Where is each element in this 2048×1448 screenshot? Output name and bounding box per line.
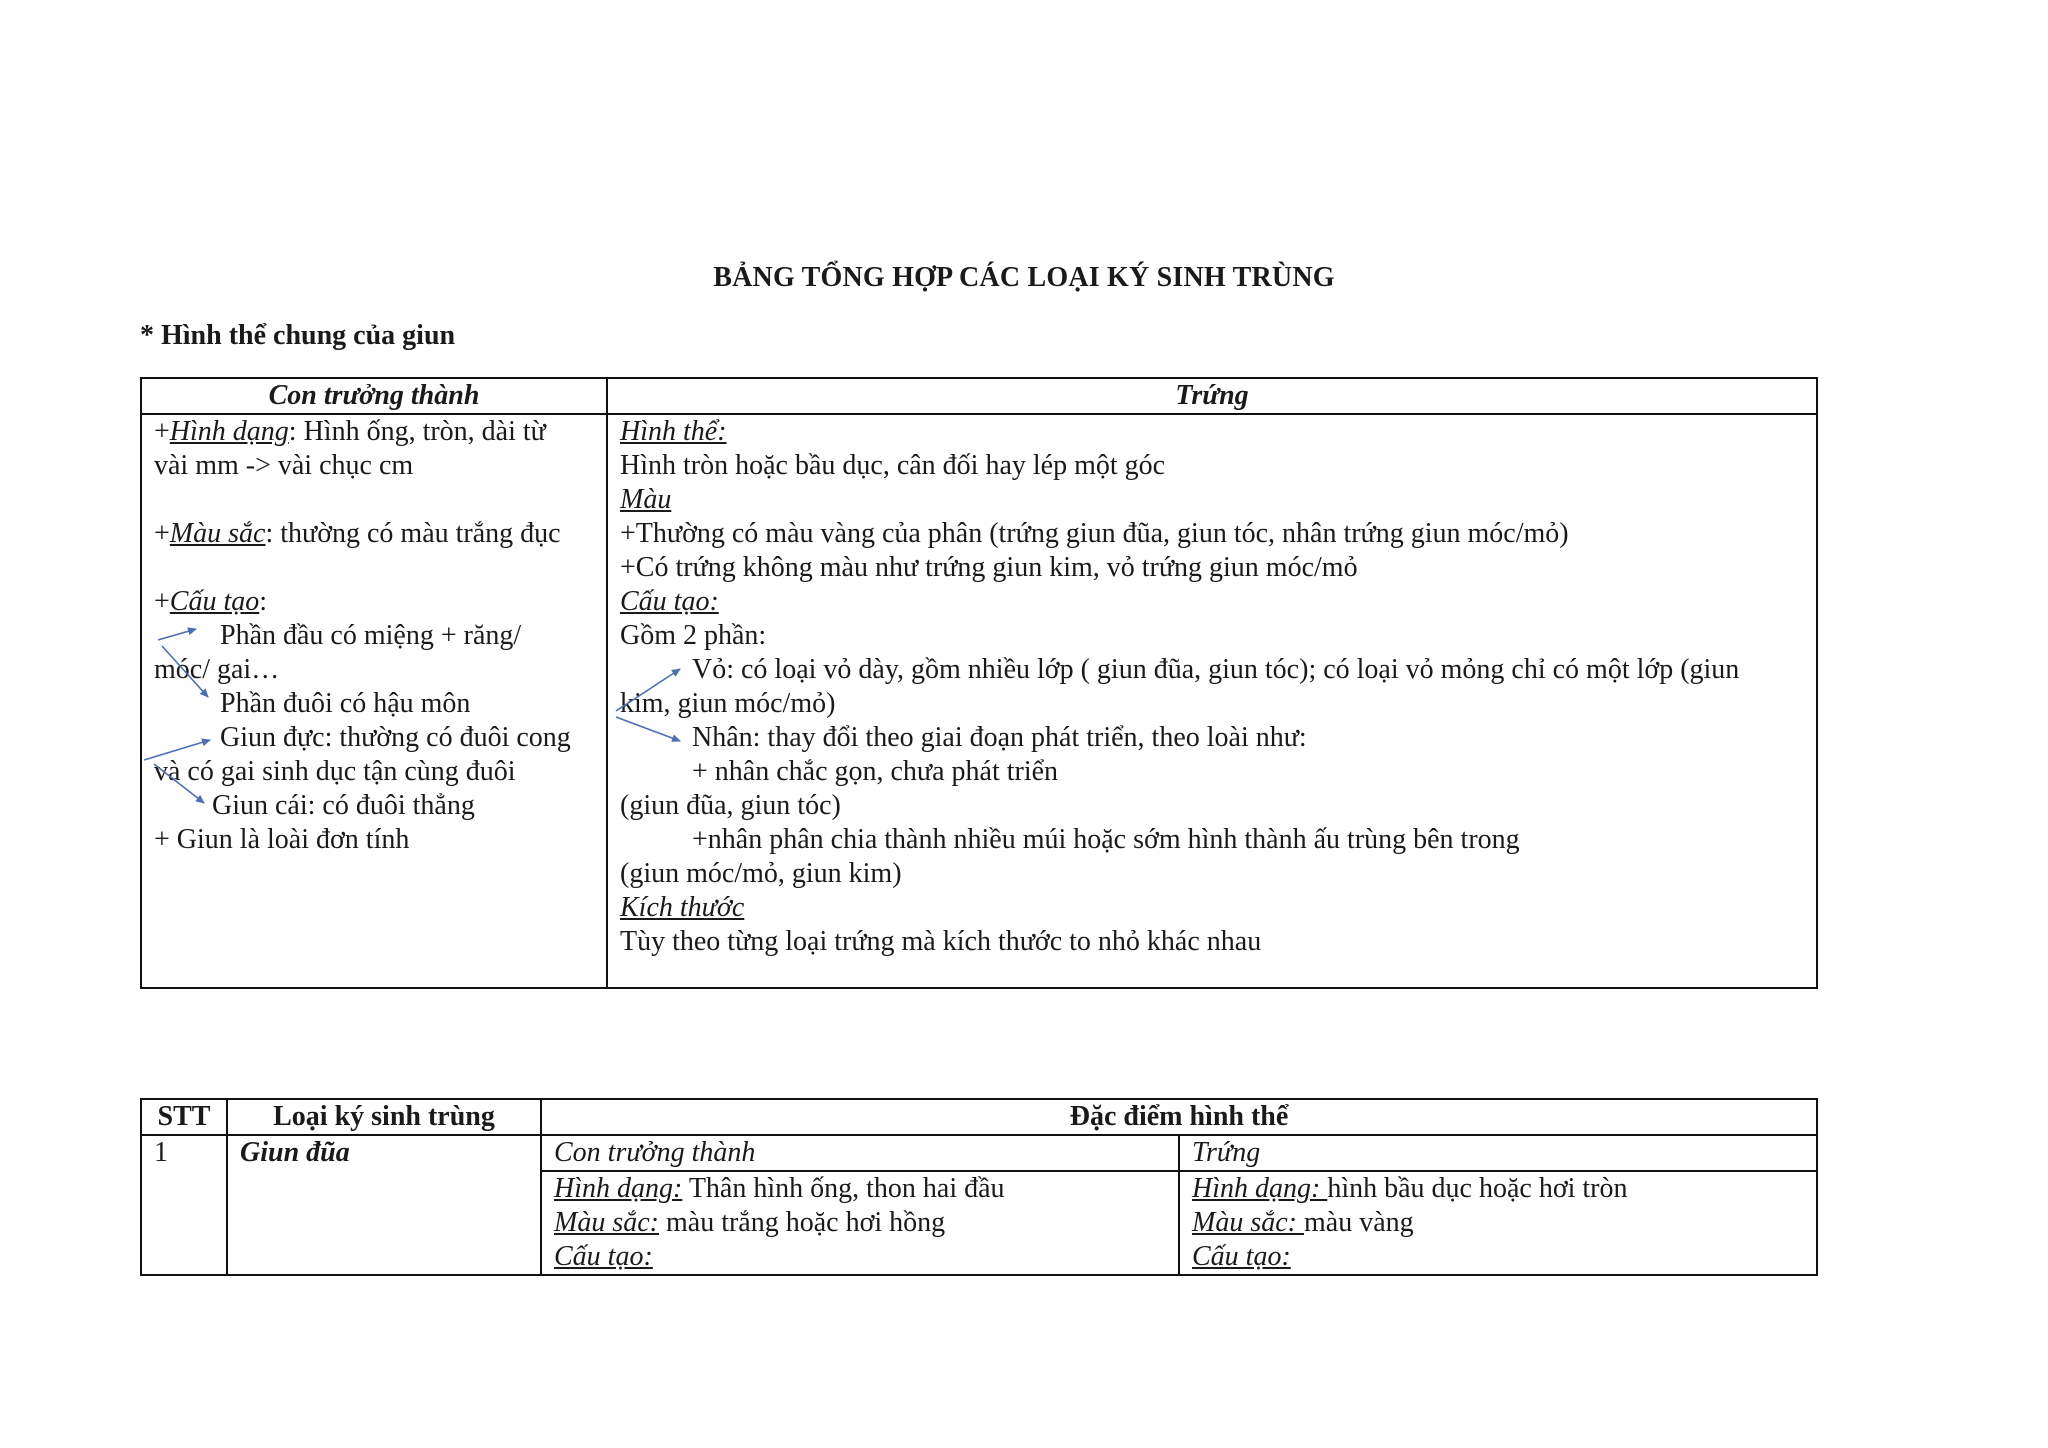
egg-parts-text: Gồm 2 phần: [620,620,767,651]
ascaris-adult-shape-label: Hình dạng: [554,1173,683,1204]
egg-nucleus-a-text-2: (giun đũa, giun tóc) [620,790,841,821]
section-heading: * Hình thể chung của giun [140,320,456,351]
egg-nucleus-a-text: + nhân chắc gọn, chưa phát triển [692,756,1059,787]
adult-shape-text-2: vài mm -> vài chục cm [154,450,414,481]
adult-color-text: : thường có màu trắng đục [265,518,561,549]
stt-header: STT [141,1099,227,1135]
adult-female-text: Giun cái: có đuôi thẳng [212,790,475,821]
egg-form-text: Hình tròn hoặc bầu dục, cân đối hay lép một góc [620,450,1166,481]
ascaris-adult-shape-text: Thân hình ống, thon hai đầu [682,1173,1005,1204]
egg-description-cell [607,414,1817,988]
adult-structure-line: +Cấu tạo: [154,586,268,617]
document-title: BẢNG TỔNG HỢP CÁC LOẠI KÝ SINH TRÙNG [713,262,1335,293]
adult-sex-text: + Giun là loài đơn tính [154,824,410,855]
adult-tail-text: Phần đuôi có hậu môn [220,688,471,719]
adult-subheader: Con trưởng thành [541,1135,1179,1171]
adult-male-text: Giun đực: thường có đuôi cong [220,722,571,753]
adult-features-cell [541,1171,1179,1275]
adult-color-line: +Màu sắc: thường có màu trắng đục [154,518,561,549]
egg-features-cell [1179,1171,1817,1275]
ascaris-adult-color-label: Màu sắc: [554,1207,659,1238]
adult-head-text: Phần đầu có miệng + răng/ [220,620,522,651]
adult-shape-label: Hình dạng [169,416,289,447]
ascaris-adult-structure-label: Cấu tạo: [554,1241,653,1272]
adult-shape-text: : Hình ống, tròn, dài từ [288,416,546,447]
adult-structure-label: Cấu tạo [169,586,260,617]
egg-size-text: Tùy theo từng loại trứng mà kích thước to nhỏ khác nhau [620,926,1262,957]
ascaris-adult-color-text: màu trắng hoặc hơi hồng [658,1207,946,1238]
general-morphology-table [140,377,1818,989]
adult-description-cell [141,414,607,988]
egg-subheader: Trứng [1179,1135,1817,1171]
egg-shell-text-2: kim, giun móc/mỏ) [620,688,836,719]
egg-nucleus-b-text: +nhân phân chia thành nhiều múi hoặc sớm hình thành ấu trùng bên trong [692,824,1520,855]
ascaris-egg-color-text: màu vàng [1303,1207,1414,1238]
egg-nucleus-text: Nhân: thay đổi theo giai đoạn phát triển, theo loài như: [692,722,1307,753]
ascaris-egg-color-label: Màu sắc: [1192,1207,1304,1238]
egg-column-header: Trứng [607,378,1817,414]
adult-color-label: Màu sắc [169,518,266,549]
egg-size-label: Kích thước [620,892,745,923]
ascaris-egg-shape-label: Hình dạng: [1192,1173,1328,1204]
row-stt: 1 [141,1135,227,1275]
adult-male-text-2: và có gai sinh dục tận cùng đuôi [154,756,516,787]
morphology-header: Đặc điểm hình thể [541,1099,1817,1135]
egg-color-label: Màu [620,484,672,515]
egg-form-label: Hình thể: [620,416,727,447]
egg-shell-text: Vỏ: có loại vỏ dày, gồm nhiều lớp ( giun đũa, giun tóc); có loại vỏ mỏng chỉ có một lớp (giun [692,654,1740,685]
egg-nucleus-b-text-2: (giun móc/mỏ, giun kim) [620,858,902,889]
adult-column-header: Con trưởng thành [141,378,607,414]
parasite-type-header: Loại ký sinh trùng [227,1099,541,1135]
ascaris-egg-shape-text: hình bầu dục hoặc hơi tròn [1327,1173,1628,1204]
parasite-name: Giun đũa [227,1135,541,1275]
parasite-summary-table [140,1098,1818,1276]
ascaris-egg-structure-label: Cấu tạo: [1192,1241,1291,1272]
egg-structure-label: Cấu tạo: [620,586,719,617]
adult-head-text-2: móc/ gai… [154,654,280,685]
egg-color-text-1: +Thường có màu vàng của phân (trứng giun đũa, giun tóc, nhân trứng giun móc/mỏ) [620,518,1569,549]
egg-color-text-2: +Có trứng không màu như trứng giun kim, vỏ trứng giun móc/mỏ [620,552,1358,583]
adult-shape-line: +Hình dạng: Hình ống, tròn, dài từ [154,416,546,447]
